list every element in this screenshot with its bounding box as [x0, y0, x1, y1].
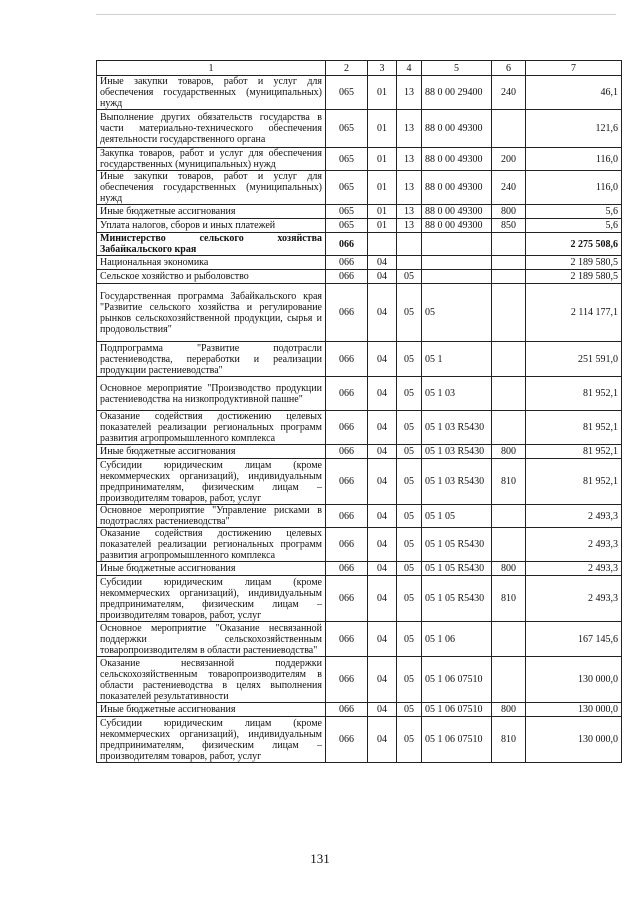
- expense-type-code: 800: [492, 562, 526, 576]
- row-name: Иные закупки товаров, работ и услуг для обеспечения государственных (муниципальных) нужд: [97, 171, 326, 205]
- target-article-code: 05 1: [422, 342, 492, 377]
- section-code: 04: [368, 411, 397, 445]
- ministry-code: 066: [326, 270, 368, 284]
- section-code: 04: [368, 270, 397, 284]
- row-name: Сельское хозяйство и рыболовство: [97, 270, 326, 284]
- amount: 81 952,1: [526, 377, 622, 411]
- section-code: 04: [368, 377, 397, 411]
- amount: 116,0: [526, 171, 622, 205]
- subsection-code: [397, 233, 422, 256]
- ministry-code: 065: [326, 110, 368, 148]
- table-row: [97, 703, 622, 717]
- ministry-code: 066: [326, 233, 368, 256]
- subsection-code: 13: [397, 76, 422, 110]
- amount: 81 952,1: [526, 459, 622, 505]
- amount: 2 493,3: [526, 576, 622, 622]
- amount: 121,6: [526, 110, 622, 148]
- expense-type-code: [492, 342, 526, 377]
- ministry-code: 066: [326, 657, 368, 703]
- expense-type-code: 800: [492, 703, 526, 717]
- row-name: Субсидии юридическим лицам (кроме некоммерческих организаций), индивидуальным предпринимателям, физическим лицам – производителям товаров, работ, услуг: [97, 459, 326, 505]
- expense-type-code: [492, 284, 526, 342]
- subsection-code: 05: [397, 703, 422, 717]
- subsection-code: 05: [397, 622, 422, 657]
- expense-type-code: 240: [492, 76, 526, 110]
- section-code: 04: [368, 703, 397, 717]
- subsection-code: 13: [397, 148, 422, 171]
- expense-type-code: 240: [492, 171, 526, 205]
- subsection-code: 13: [397, 219, 422, 233]
- target-article-code: 05: [422, 284, 492, 342]
- amount: 2 493,3: [526, 505, 622, 528]
- amount: 130 000,0: [526, 657, 622, 703]
- target-article-code: [422, 270, 492, 284]
- expense-type-code: [492, 233, 526, 256]
- subsection-code: 05: [397, 657, 422, 703]
- target-article-code: 05 1 05: [422, 505, 492, 528]
- target-article-code: [422, 256, 492, 270]
- row-name: Иные закупки товаров, работ и услуг для обеспечения государственных (муниципальных) нужд: [97, 76, 326, 110]
- ministry-code: 065: [326, 76, 368, 110]
- row-name: Оказание содействия достижению целевых показателей реализации региональных программ развития агропромышленного комплекса: [97, 411, 326, 445]
- amount: 2 493,3: [526, 562, 622, 576]
- ministry-code: 066: [326, 284, 368, 342]
- expense-type-code: 810: [492, 576, 526, 622]
- section-code: 01: [368, 171, 397, 205]
- section-code: 01: [368, 110, 397, 148]
- table-row: [97, 505, 622, 528]
- section-code: 04: [368, 528, 397, 562]
- row-name: Национальная экономика: [97, 256, 326, 270]
- header-col-5: 5: [422, 61, 492, 76]
- target-article-code: 88 0 00 49300: [422, 219, 492, 233]
- table-row: [97, 717, 622, 763]
- row-name: Субсидии юридическим лицам (кроме некоммерческих организаций), индивидуальным предпринимателям, физическим лицам – производителям товаров, работ, услуг: [97, 717, 326, 763]
- expense-type-code: [492, 528, 526, 562]
- target-article-code: 05 1 06 07510: [422, 657, 492, 703]
- ministry-code: 066: [326, 717, 368, 763]
- subsection-code: [397, 256, 422, 270]
- ministry-code: 066: [326, 377, 368, 411]
- row-name: Иные бюджетные ассигнования: [97, 205, 326, 219]
- row-name: Государственная программа Забайкальского края "Развитие сельского хозяйства и регулирование рынков сельскохозяйственной продукции, сырья и продовольствия": [97, 284, 326, 342]
- subsection-code: 13: [397, 171, 422, 205]
- target-article-code: 88 0 00 49300: [422, 205, 492, 219]
- expense-type-code: 810: [492, 459, 526, 505]
- table-row: [97, 233, 622, 256]
- row-name: Оказание несвязанной поддержки сельскохозяйственным товаропроизводителям в области растениеводства в целях выполнения показателей результативности: [97, 657, 326, 703]
- expense-type-code: [492, 657, 526, 703]
- expense-type-code: [492, 256, 526, 270]
- target-article-code: 05 1 03 R5430: [422, 459, 492, 505]
- row-name: Основное мероприятие "Оказание несвязанной поддержки сельскохозяйственным товаропроизводителям в области растениеводства": [97, 622, 326, 657]
- header-col-6: 6: [492, 61, 526, 76]
- top-rule: [96, 14, 616, 15]
- section-code: 04: [368, 622, 397, 657]
- amount: 116,0: [526, 148, 622, 171]
- subsection-code: 05: [397, 377, 422, 411]
- table-row: [97, 342, 622, 377]
- table-row: [97, 562, 622, 576]
- target-article-code: 05 1 06: [422, 622, 492, 657]
- expense-type-code: [492, 270, 526, 284]
- ministry-code: 066: [326, 703, 368, 717]
- header-col-2: 2: [326, 61, 368, 76]
- subsection-code: 05: [397, 576, 422, 622]
- expense-type-code: 850: [492, 219, 526, 233]
- section-code: 04: [368, 342, 397, 377]
- section-code: 01: [368, 205, 397, 219]
- expense-type-code: [492, 411, 526, 445]
- expense-type-code: 800: [492, 445, 526, 459]
- page-number: 131: [310, 851, 330, 866]
- subsection-code: 05: [397, 411, 422, 445]
- row-name: Основное мероприятие "Управление рисками в подотраслях растениеводства": [97, 505, 326, 528]
- row-name: Иные бюджетные ассигнования: [97, 703, 326, 717]
- header-col-4: 4: [397, 61, 422, 76]
- section-code: [368, 233, 397, 256]
- table-row: [97, 284, 622, 342]
- ministry-code: 066: [326, 342, 368, 377]
- section-code: 04: [368, 576, 397, 622]
- subsection-code: 05: [397, 505, 422, 528]
- table-row: [97, 256, 622, 270]
- row-name: Закупка товаров, работ и услуг для обеспечения государственных (муниципальных) нужд: [97, 148, 326, 171]
- expense-type-code: [492, 377, 526, 411]
- row-name: Выполнение других обязательств государства в части материально-технического обеспечения деятельности государственного органа: [97, 110, 326, 148]
- amount: 81 952,1: [526, 411, 622, 445]
- section-code: 04: [368, 256, 397, 270]
- section-code: 04: [368, 284, 397, 342]
- subsection-code: 05: [397, 717, 422, 763]
- ministry-code: 066: [326, 256, 368, 270]
- table-row: [97, 148, 622, 171]
- target-article-code: 05 1 03: [422, 377, 492, 411]
- table-row: [97, 76, 622, 110]
- subsection-code: 13: [397, 110, 422, 148]
- section-code: 04: [368, 459, 397, 505]
- ministry-code: 066: [326, 411, 368, 445]
- subsection-code: 05: [397, 342, 422, 377]
- target-article-code: [422, 233, 492, 256]
- amount: 2 275 508,6: [526, 233, 622, 256]
- section-code: 01: [368, 219, 397, 233]
- section-code: 04: [368, 445, 397, 459]
- row-name: Министерство сельского хозяйства Забайкальского края: [97, 233, 326, 256]
- subsection-code: 13: [397, 205, 422, 219]
- target-article-code: 05 1 03 R5430: [422, 445, 492, 459]
- amount: 2 114 177,1: [526, 284, 622, 342]
- row-name: Субсидии юридическим лицам (кроме некоммерческих организаций), индивидуальным предпринимателям, физическим лицам – производителям товаров, работ, услуг: [97, 576, 326, 622]
- target-article-code: 05 1 05 R5430: [422, 576, 492, 622]
- target-article-code: 05 1 06 07510: [422, 703, 492, 717]
- target-article-code: 05 1 05 R5430: [422, 528, 492, 562]
- table-row: [97, 110, 622, 148]
- table-row: [97, 576, 622, 622]
- row-name: Основное мероприятие "Производство продукции растениеводства на низкопродуктивной пашне": [97, 377, 326, 411]
- section-code: 04: [368, 562, 397, 576]
- expense-type-code: 800: [492, 205, 526, 219]
- subsection-code: 05: [397, 445, 422, 459]
- header-col-7: 7: [526, 61, 622, 76]
- amount: 5,6: [526, 205, 622, 219]
- table-row: [97, 219, 622, 233]
- section-code: 01: [368, 148, 397, 171]
- target-article-code: 88 0 00 49300: [422, 148, 492, 171]
- table-row: [97, 459, 622, 505]
- table-row: [97, 270, 622, 284]
- expense-type-code: 200: [492, 148, 526, 171]
- table-row: [97, 411, 622, 445]
- table-row: [97, 657, 622, 703]
- section-code: 04: [368, 505, 397, 528]
- table-row: [97, 205, 622, 219]
- amount: 2 493,3: [526, 528, 622, 562]
- header-col-1: 1: [97, 61, 326, 76]
- expense-type-code: [492, 622, 526, 657]
- expense-type-code: [492, 110, 526, 148]
- ministry-code: 066: [326, 459, 368, 505]
- amount: 5,6: [526, 219, 622, 233]
- target-article-code: 05 1 06 07510: [422, 717, 492, 763]
- target-article-code: 05 1 03 R5430: [422, 411, 492, 445]
- row-name: Уплата налогов, сборов и иных платежей: [97, 219, 326, 233]
- amount: 130 000,0: [526, 703, 622, 717]
- row-name: Оказание содействия достижению целевых показателей реализации региональных программ развития агропромышленного комплекса: [97, 528, 326, 562]
- subsection-code: 05: [397, 270, 422, 284]
- ministry-code: 065: [326, 205, 368, 219]
- amount: 251 591,0: [526, 342, 622, 377]
- ministry-code: 066: [326, 505, 368, 528]
- ministry-code: 066: [326, 576, 368, 622]
- amount: 130 000,0: [526, 717, 622, 763]
- section-code: 04: [368, 657, 397, 703]
- table-row: [97, 622, 622, 657]
- amount: 81 952,1: [526, 445, 622, 459]
- ministry-code: 066: [326, 445, 368, 459]
- row-name: Подпрограмма "Развитие подотрасли растениеводства, переработки и реализации продукции растениеводства": [97, 342, 326, 377]
- subsection-code: 05: [397, 562, 422, 576]
- subsection-code: 05: [397, 459, 422, 505]
- header-row: [97, 61, 622, 76]
- ministry-code: 065: [326, 171, 368, 205]
- table-row: [97, 445, 622, 459]
- amount: 2 189 580,5: [526, 256, 622, 270]
- table-row: [97, 528, 622, 562]
- expense-type-code: [492, 505, 526, 528]
- target-article-code: 88 0 00 49300: [422, 171, 492, 205]
- subsection-code: 05: [397, 284, 422, 342]
- amount: 2 189 580,5: [526, 270, 622, 284]
- row-name: Иные бюджетные ассигнования: [97, 445, 326, 459]
- target-article-code: 88 0 00 29400: [422, 76, 492, 110]
- section-code: 01: [368, 76, 397, 110]
- subsection-code: 05: [397, 528, 422, 562]
- row-name: Иные бюджетные ассигнования: [97, 562, 326, 576]
- target-article-code: 88 0 00 49300: [422, 110, 492, 148]
- header-col-3: 3: [368, 61, 397, 76]
- expense-type-code: 810: [492, 717, 526, 763]
- table-row: [97, 171, 622, 205]
- target-article-code: 05 1 05 R5430: [422, 562, 492, 576]
- budget-table: [96, 60, 622, 763]
- amount: 167 145,6: [526, 622, 622, 657]
- ministry-code: 066: [326, 622, 368, 657]
- amount: 46,1: [526, 76, 622, 110]
- ministry-code: 066: [326, 562, 368, 576]
- table-row: [97, 377, 622, 411]
- section-code: 04: [368, 717, 397, 763]
- ministry-code: 066: [326, 528, 368, 562]
- ministry-code: 065: [326, 148, 368, 171]
- ministry-code: 065: [326, 219, 368, 233]
